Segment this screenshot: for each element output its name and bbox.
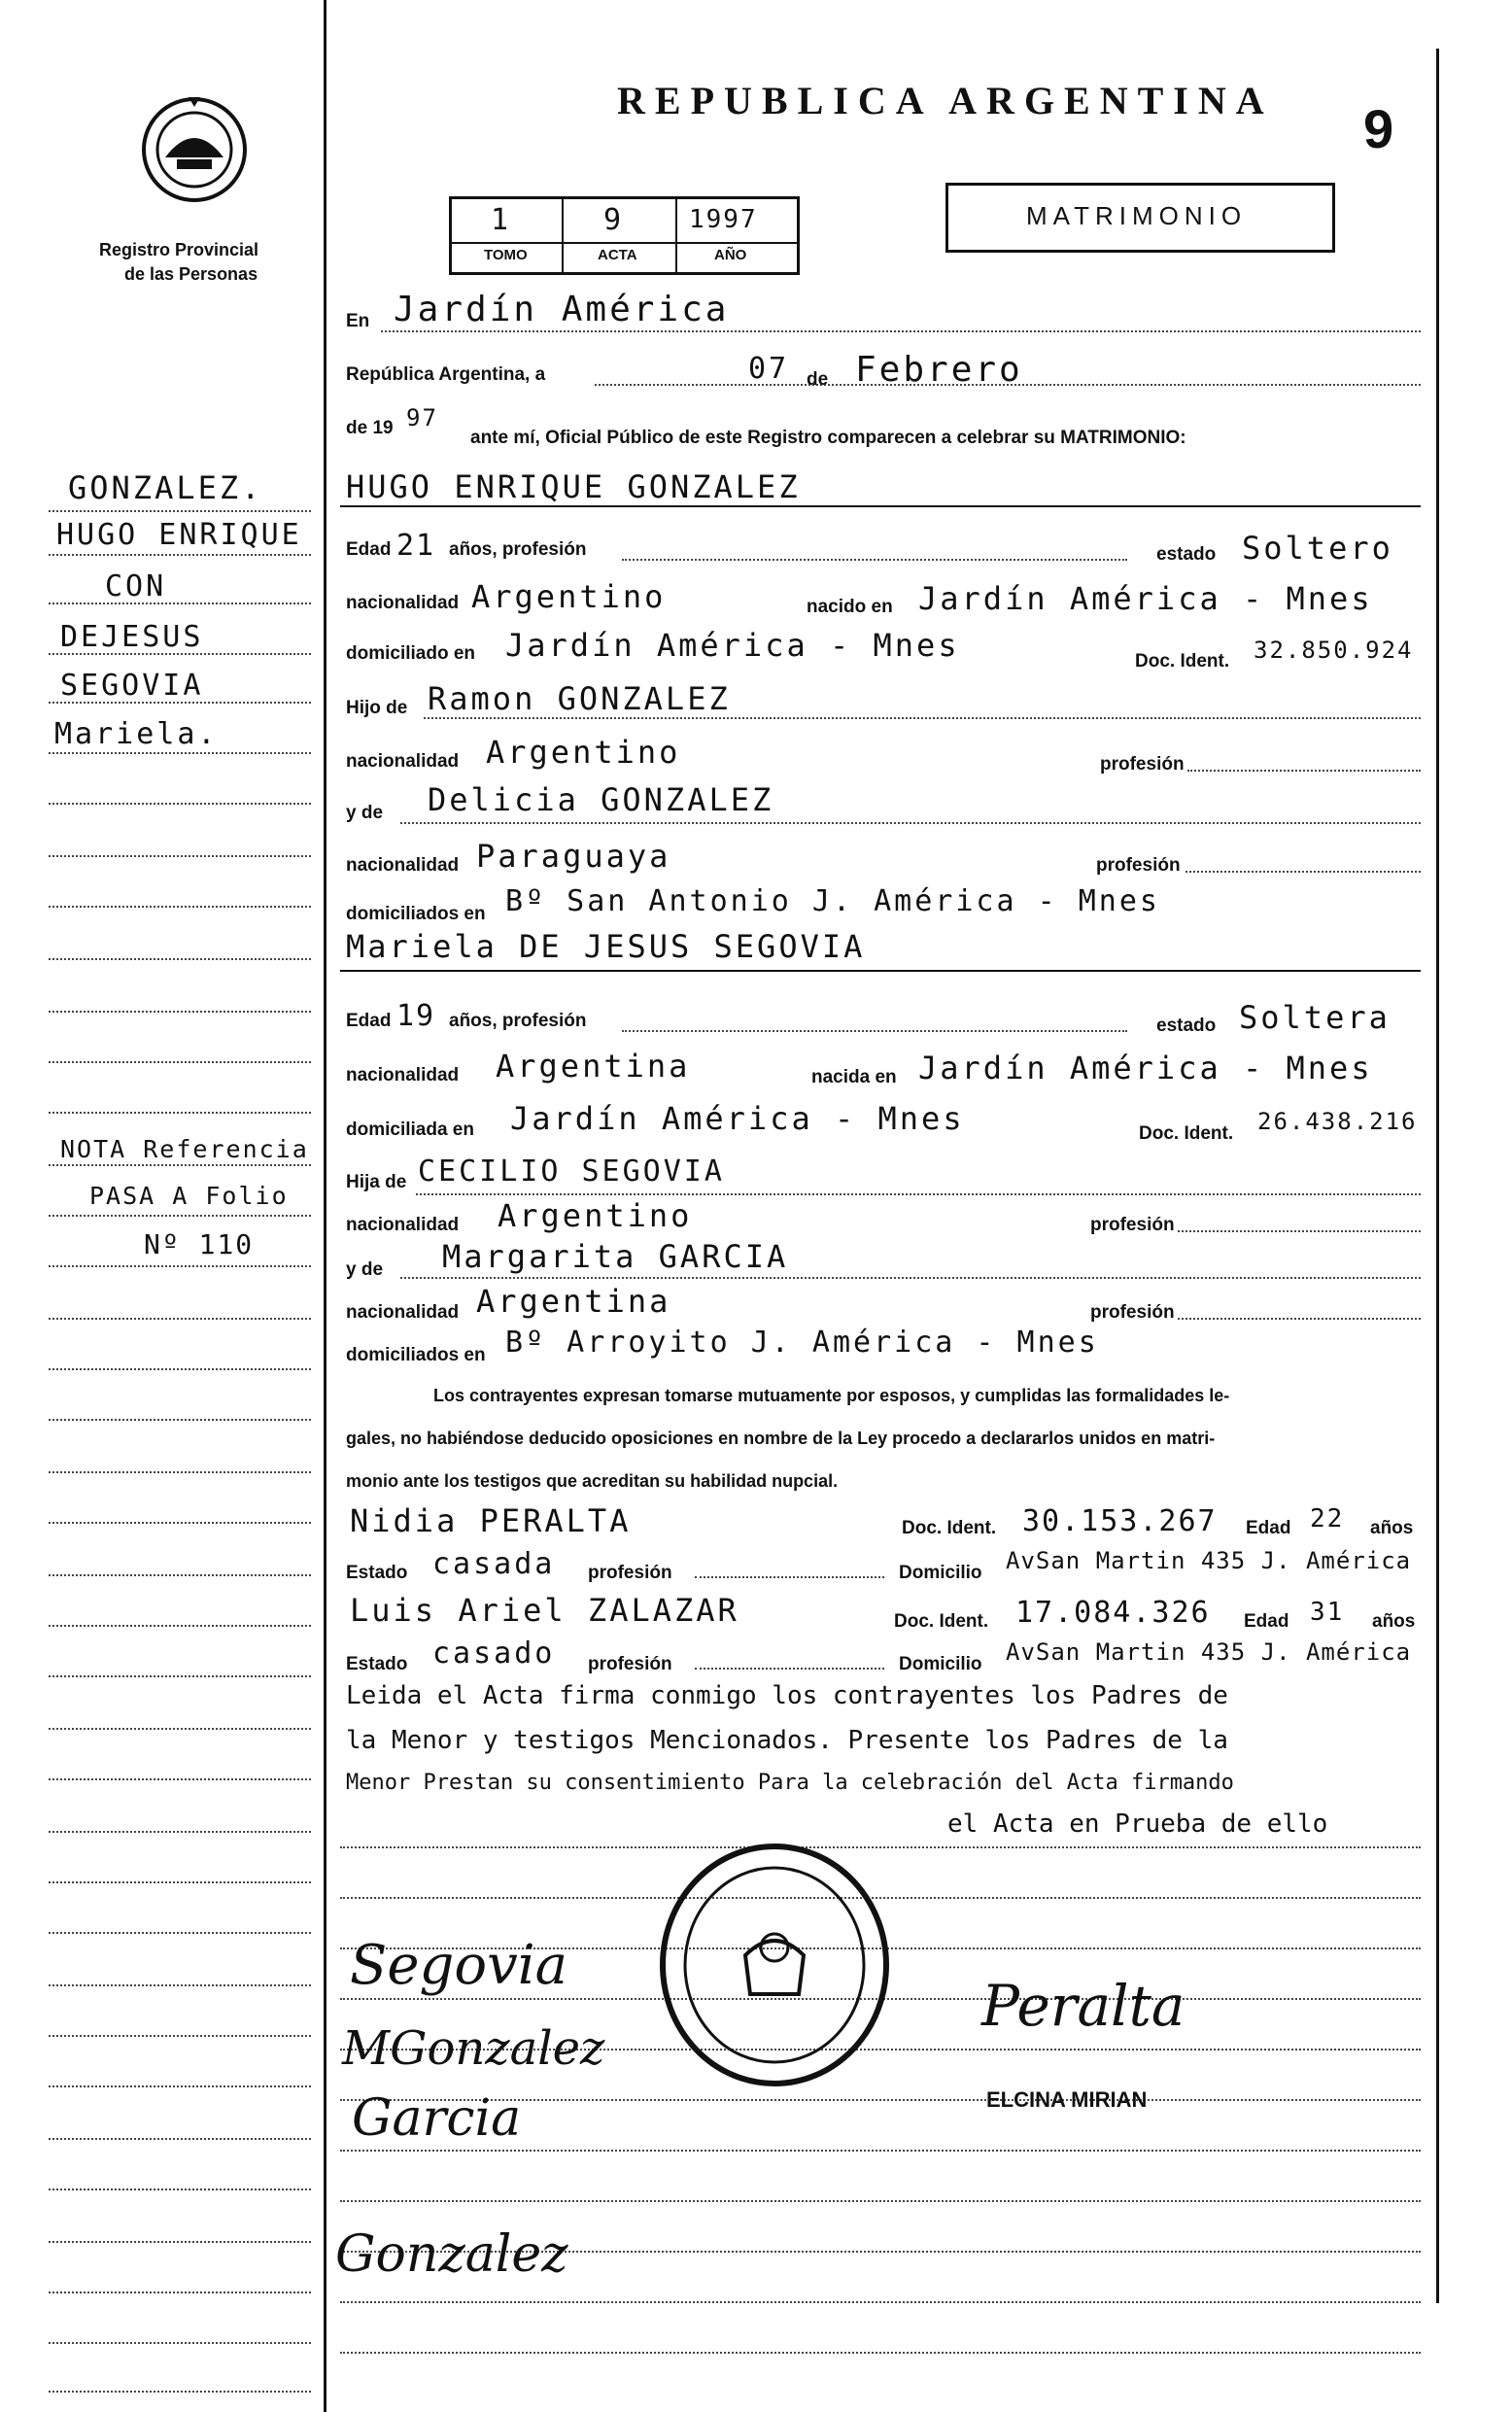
republica-label: República Argentina, a xyxy=(346,364,546,385)
groom-birthplace: Jardín América - Mnes xyxy=(918,580,1373,617)
witness2-age: 31 xyxy=(1310,1598,1345,1627)
groom-mother-nationality: Paraguaya xyxy=(476,838,671,875)
margin-surname: GONZALEZ. xyxy=(68,469,263,506)
declaration-line3: monio ante los testigos que acreditan su habilidad nupcial. xyxy=(346,1471,839,1491)
witness1-doc-label: Doc. Ident. xyxy=(902,1518,997,1538)
bride-anos-profesion-label: años, profesión xyxy=(449,1011,587,1031)
bride-doc: 26.438.216 xyxy=(1257,1108,1418,1135)
margin-note-number: Nº 110 xyxy=(144,1228,255,1260)
witness1-dom-label: Domicilio xyxy=(899,1563,982,1583)
groom-yde-label: y de xyxy=(346,803,384,823)
witness2-estado: casado xyxy=(432,1637,556,1671)
declaration-line1: Los contrayentes expresan tomarse mutuamente por esposos, y cumplidas las formalidades le- xyxy=(433,1386,1230,1405)
margin-note-reference: NOTA Referencia xyxy=(60,1135,309,1163)
witness1-edad-label: Edad xyxy=(1246,1518,1291,1538)
en-label: En xyxy=(346,311,370,331)
bride-parents-domicile: Bº Arroyito J. América - Mnes xyxy=(505,1326,1099,1360)
margin-bride-surname1: DEJESUS xyxy=(60,620,204,654)
page-number: 9 xyxy=(1363,98,1394,159)
bride-edad-label: Edad xyxy=(346,1011,392,1031)
bride-age: 19 xyxy=(396,999,436,1033)
closing-line3: Menor Prestan su consentimiento Para la celebración del Acta firmando xyxy=(346,1771,1234,1795)
margin-note-folio: PASA A Folio xyxy=(89,1182,289,1210)
place: Jardín América xyxy=(394,290,730,329)
groom-edad-label: Edad xyxy=(346,539,392,560)
groom-nationality: Argentino xyxy=(471,578,667,615)
bride-parents-dom-label: domiciliados en xyxy=(346,1345,486,1365)
groom-hijo-label: Hijo de xyxy=(346,698,408,718)
groom-nat-label: nacionalidad xyxy=(346,593,460,613)
registry-number-box xyxy=(449,196,800,275)
margin-groom-name: HUGO ENRIQUE xyxy=(56,518,302,552)
witness1-name: Nidia PERALTA xyxy=(350,1502,632,1539)
bride-father-nat-label: nacionalidad xyxy=(346,1215,460,1235)
registry-name-line1: Registro Provincial xyxy=(99,240,259,259)
groom-doc: 32.850.924 xyxy=(1254,637,1414,664)
tomo-value: 1 xyxy=(491,203,511,237)
groom-father-prof-label: profesión xyxy=(1100,754,1185,775)
bride-estado: Soltera xyxy=(1239,999,1391,1036)
witness1-estado: casada xyxy=(432,1547,556,1581)
document-type-box xyxy=(945,183,1335,253)
bride-dom-label: domiciliada en xyxy=(346,1120,474,1140)
witness2-name: Luis Ariel ZALAZAR xyxy=(350,1592,739,1629)
groom-nacido-label: nacido en xyxy=(807,597,893,617)
bride-hija-label: Hija de xyxy=(346,1172,407,1192)
official-name: ELCINA MIRIAN xyxy=(986,2087,1148,2112)
witness2-anos-label: años xyxy=(1372,1611,1416,1632)
groom-father: Ramon GONZALEZ xyxy=(428,680,731,717)
groom-name: HUGO ENRIQUE GONZALEZ xyxy=(346,468,801,505)
witness2-edad-label: Edad xyxy=(1244,1611,1289,1632)
closing-line4: el Acta en Prueba de ello xyxy=(947,1809,1328,1839)
signature-garcia: Garcia xyxy=(352,2089,522,2148)
country-title: REPUBLICA ARGENTINA xyxy=(617,79,1274,122)
groom-doc-label: Doc. Ident. xyxy=(1135,651,1230,672)
day: 07 xyxy=(748,352,790,386)
margin-con: CON xyxy=(105,569,167,603)
witness2-estado-label: Estado xyxy=(346,1654,408,1674)
year-prefix: de 19 xyxy=(346,418,394,438)
left-border-line xyxy=(324,0,326,2412)
witness2-domicile: AvSan Martin 435 J. América xyxy=(1006,1638,1412,1666)
witness1-prof-label: profesión xyxy=(588,1563,672,1583)
groom-mother: Delicia GONZALEZ xyxy=(428,781,774,818)
bride-mother-nationality: Argentina xyxy=(476,1283,671,1320)
bride-father: CECILIO SEGOVIA xyxy=(418,1154,725,1189)
groom-anos-profesion-label: años, profesión xyxy=(449,539,587,560)
acta-label: ACTA xyxy=(598,247,637,263)
right-border-line xyxy=(1436,49,1439,2303)
bride-birthplace: Jardín América - Mnes xyxy=(918,1050,1373,1086)
groom-father-nationality: Argentino xyxy=(486,734,681,771)
bride-name: Mariela DE JESUS SEGOVIA xyxy=(346,928,866,965)
groom-parents-domicile: Bº San Antonio J. América - Mnes xyxy=(505,884,1160,918)
witness1-age: 22 xyxy=(1310,1504,1345,1533)
declaration-line2: gales, no habiéndose deducido oposiciones en nombre de la Ley procedo a declararlos unidos en matri- xyxy=(346,1429,1216,1448)
groom-dom-label: domiciliado en xyxy=(346,643,476,664)
closing-line2: la Menor y testigos Mencionados. Presente los Padres de la xyxy=(346,1726,1228,1755)
bride-nacida-label: nacida en xyxy=(811,1067,897,1087)
groom-domicile: Jardín América - Mnes xyxy=(505,627,960,664)
witness1-doc: 30.153.267 xyxy=(1022,1504,1218,1538)
bride-mother-nat-label: nacionalidad xyxy=(346,1302,460,1323)
provincial-seal-icon xyxy=(136,89,253,216)
year-suffix: 97 xyxy=(406,404,438,431)
groom-estado: Soltero xyxy=(1242,530,1393,567)
month: Febrero xyxy=(855,350,1023,390)
document-type: MATRIMONIO xyxy=(1026,201,1248,230)
de-label: de xyxy=(807,369,829,390)
witness2-dom-label: Domicilio xyxy=(899,1654,982,1674)
bride-nat-label: nacionalidad xyxy=(346,1065,460,1085)
intro-statement: ante mí, Oficial Público de este Registro comparecen a celebrar su MATRIMONIO: xyxy=(470,428,1186,448)
registry-name-line2: de las Personas xyxy=(124,264,258,284)
bride-nationality: Argentina xyxy=(496,1048,691,1085)
bride-mother: Margarita GARCIA xyxy=(442,1238,789,1275)
bride-doc-label: Doc. Ident. xyxy=(1139,1123,1234,1144)
official-signature: Peralta xyxy=(981,1973,1186,2039)
closing-line1: Leida el Acta firma conmigo los contrayentes los Padres de xyxy=(346,1681,1228,1710)
witness1-domicile: AvSan Martin 435 J. América xyxy=(1006,1547,1412,1574)
witness1-anos-label: años xyxy=(1370,1518,1414,1538)
witness2-doc-label: Doc. Ident. xyxy=(894,1611,989,1632)
groom-parents-dom-label: domiciliados en xyxy=(346,904,486,924)
witness1-estado-label: Estado xyxy=(346,1563,408,1583)
groom-age: 21 xyxy=(396,529,436,563)
signature-segovia: Segovia xyxy=(350,1934,567,1997)
bride-yde-label: y de xyxy=(346,1259,384,1280)
groom-father-nat-label: nacionalidad xyxy=(346,751,460,772)
groom-estado-label: estado xyxy=(1156,544,1217,565)
groom-mother-nat-label: nacionalidad xyxy=(346,855,460,876)
ano-label: AÑO xyxy=(714,247,747,263)
acta-value: 9 xyxy=(603,203,624,237)
bride-domicile: Jardín América - Mnes xyxy=(510,1100,965,1137)
witness2-doc: 17.084.326 xyxy=(1015,1596,1211,1630)
bride-father-nationality: Argentino xyxy=(498,1197,693,1234)
bride-father-prof-label: profesión xyxy=(1090,1215,1175,1235)
signature-gonzalez: Gonzalez xyxy=(335,2225,568,2284)
witness2-prof-label: profesión xyxy=(588,1654,672,1674)
margin-bride-surname2: SEGOVIA xyxy=(60,669,204,703)
margin-bride-name: Mariela. xyxy=(54,717,219,751)
bride-estado-label: estado xyxy=(1156,1016,1217,1036)
official-stamp-icon xyxy=(653,1839,896,2091)
groom-mother-prof-label: profesión xyxy=(1096,855,1181,876)
bride-mother-prof-label: profesión xyxy=(1090,1302,1175,1323)
signature-mgonzalez: MGonzalez xyxy=(342,2021,605,2076)
tomo-label: TOMO xyxy=(484,247,528,263)
ano-value: 1997 xyxy=(689,205,758,234)
